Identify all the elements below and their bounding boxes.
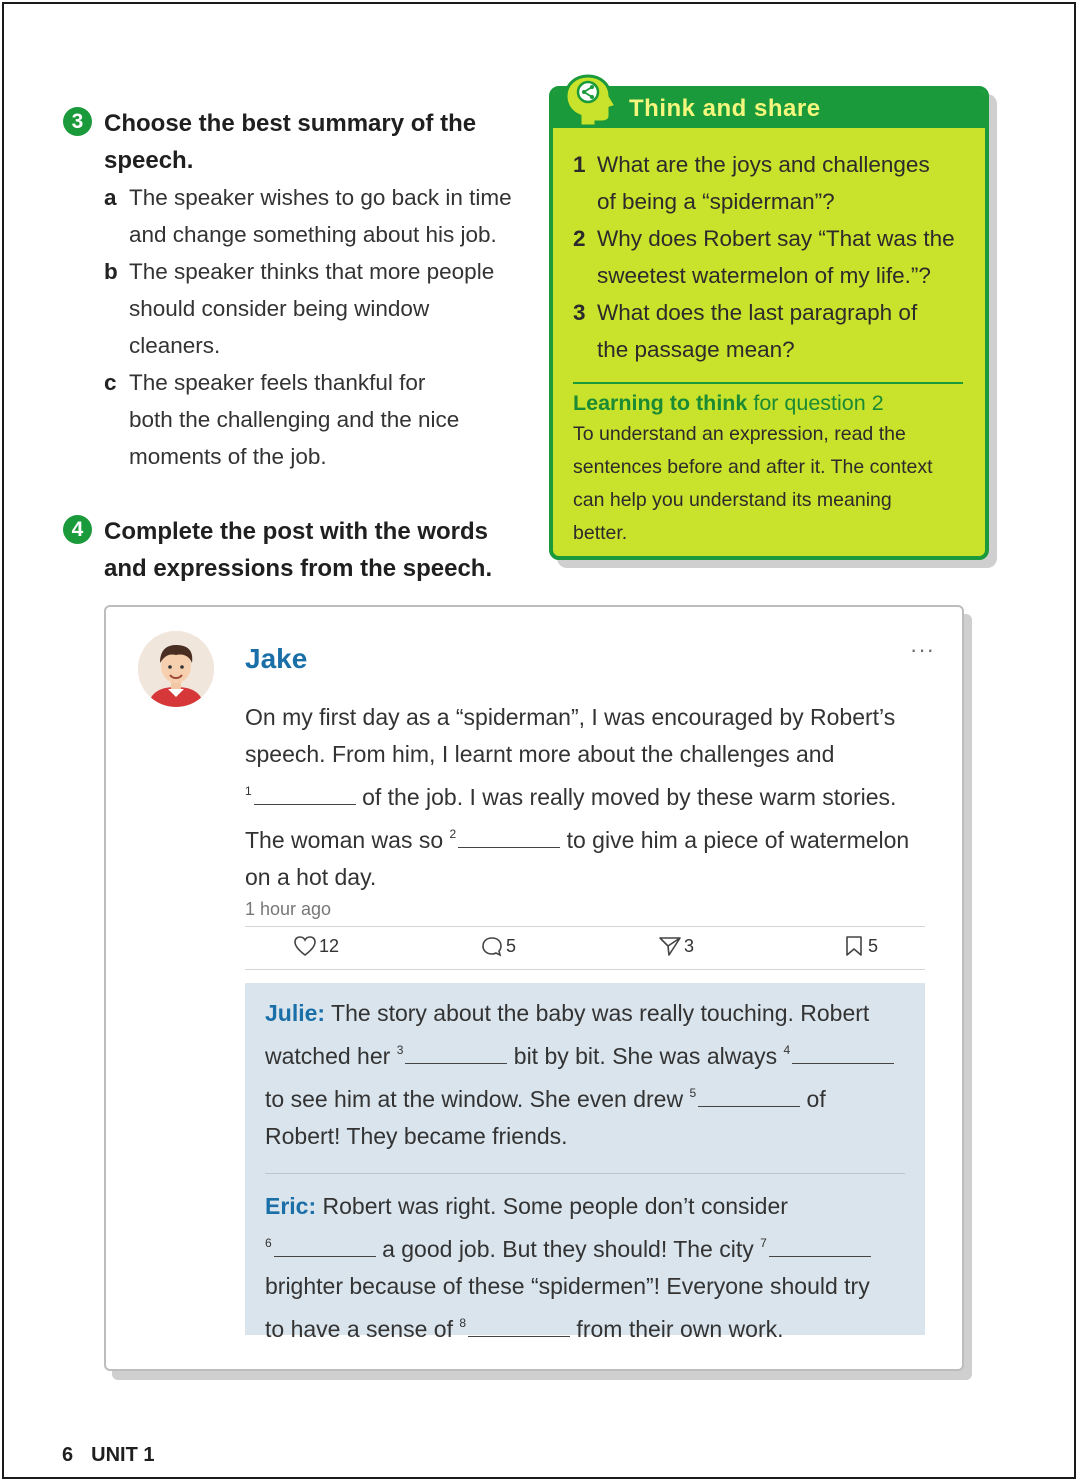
answer-blank[interactable] <box>274 1236 376 1257</box>
answer-blank[interactable] <box>468 1316 570 1337</box>
comments-section <box>245 983 925 1342</box>
answer-blank[interactable] <box>405 1043 507 1064</box>
think-box-title: Think and share <box>553 90 985 128</box>
comment-divider <box>265 1173 905 1174</box>
post-author[interactable]: Jake <box>245 643 308 674</box>
save-button[interactable]: 5 <box>842 935 878 957</box>
question-1: 1 What are the joys and challenges of being a “spiderman”? <box>573 152 930 214</box>
more-options-icon[interactable]: ··· <box>910 637 935 662</box>
comment-eric: Eric: Robert was right. Some people don’t consider $^6$ a good job. But they should! The city $^7$ brighter because of these “spidermen”! Everyone should try to have a sense of $^8$ from their own work. <box>265 1193 870 1342</box>
exercise-number-badge: 4 <box>63 515 92 544</box>
answer-blank[interactable] <box>254 784 356 805</box>
page-number: 6 <box>62 1444 74 1466</box>
page-footer <box>62 1444 172 1467</box>
answer-blank[interactable] <box>769 1236 871 1257</box>
think-questions <box>553 146 985 368</box>
answer-blank[interactable] <box>792 1043 894 1064</box>
think-and-share-box <box>549 86 989 560</box>
like-button[interactable]: 12 <box>293 935 339 957</box>
comment-julie: Julie: The story about the baby was really touching. Robert watched her $^3$ bit by bit. She was always $^4$ to see him at the window. She even drew $^5$ of Robert! They became friends. <box>265 995 905 1155</box>
exercise-title: Choose the best summary of the speech. <box>104 110 477 174</box>
option-b[interactable]: b The speaker thinks that more people should consider being window cleaners. <box>104 259 495 358</box>
avatar-image <box>138 631 214 707</box>
learning-to-think-body: To understand an expression, read the sentences before and after it. The context can help you understand its meaning better. <box>573 423 933 544</box>
learning-to-think-heading: Learning to think for question 2 <box>573 391 884 415</box>
bookmark-icon <box>842 935 866 957</box>
exercise-title: Complete the post with the words and expressions from the speech. <box>104 518 493 582</box>
heart-icon <box>293 935 317 957</box>
unit-label: UNIT 1 <box>91 1444 155 1466</box>
question-2: 2 Why does Robert say “That was the sweetest watermelon of my life.”? <box>573 226 955 288</box>
comment-icon <box>480 935 504 957</box>
option-c[interactable]: c The speaker feels thankful for both the challenging and the nice moments of the job. <box>104 370 460 469</box>
think-divider <box>573 382 963 384</box>
exercise-3 <box>63 105 543 475</box>
head-share-icon <box>562 72 622 130</box>
post-timestamp: 1 hour ago <box>245 899 332 919</box>
send-icon <box>658 935 682 957</box>
exercise-number-badge: 3 <box>63 107 92 136</box>
option-a[interactable]: a The speaker wishes to go back in time and change something about his job. <box>104 185 512 247</box>
avatar[interactable] <box>138 631 214 707</box>
post-text: On my first day as a “spiderman”, I was encouraged by Robert’s speech. From him, I learnt more about the challenges and $^1$ of the job. I was really moved by these warm stories. The woman was so $^2$ to give him a piece of watermelon on a hot day. <box>245 704 910 890</box>
post-stats-bar <box>245 926 925 970</box>
share-button[interactable]: 3 <box>658 935 694 957</box>
answer-blank[interactable] <box>698 1086 800 1107</box>
post-card <box>104 605 964 1371</box>
question-3: 3 What does the last paragraph of the passage mean? <box>573 300 918 362</box>
answer-blank[interactable] <box>458 827 560 848</box>
exercise-4 <box>63 513 543 587</box>
comment-button[interactable]: 5 <box>480 935 516 957</box>
